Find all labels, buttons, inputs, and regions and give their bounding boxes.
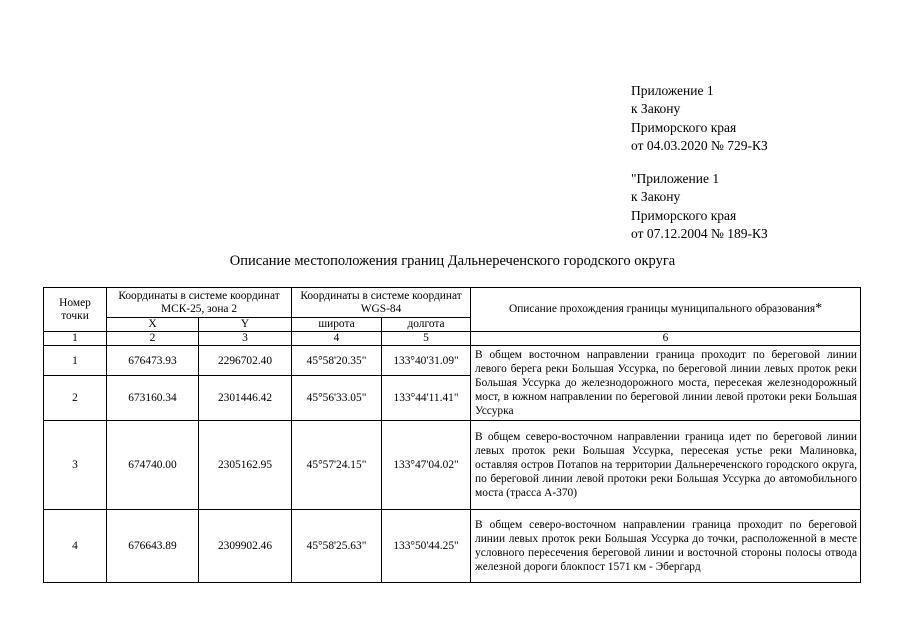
point-number: 2 — [44, 376, 107, 421]
column-number: 5 — [382, 332, 471, 346]
appendix-line: Приморского края — [631, 119, 737, 135]
column-number-row — [44, 332, 861, 346]
appendix-line: Приморского края — [631, 207, 737, 223]
latitude: 45°57'24.15" — [292, 421, 382, 510]
boundary-description: В общем северо-восточном направлении граница идет по береговой линии левых проток реки Большая Уссурка, пересекая устье реки Малиновка, оставляя остров Потапов на территории Дальнереченского городского округа, по береговой линии левой протоки реки Большая Уссурка до автомобильного моста (трасса А-370) — [471, 421, 861, 510]
longitude: 133°40'31.09" — [382, 346, 471, 376]
header-y: Y — [199, 318, 292, 332]
longitude: 133°50'44.25" — [382, 510, 471, 583]
column-number: 3 — [199, 332, 292, 346]
coord-x: 673160.34 — [107, 376, 199, 421]
coord-y: 2301446.42 — [199, 376, 292, 421]
longitude: 133°47'04.02" — [382, 421, 471, 510]
appendix-line: "Приложение 1 — [631, 171, 720, 186]
document-title: Описание местоположения границ Дальнереченского городского округа — [229, 253, 676, 269]
column-number: 1 — [44, 332, 107, 346]
footnote-mark: * — [815, 301, 823, 316]
table-row — [44, 421, 861, 510]
header-x: X — [107, 318, 199, 332]
appendix-line: Приложение 1 — [631, 83, 714, 98]
header-point-number: Номер точки — [44, 288, 107, 332]
latitude: 45°56'33.05" — [292, 376, 382, 421]
appendix-line: к Закону — [631, 101, 681, 117]
point-number: 1 — [44, 346, 107, 376]
appendix-current-block — [631, 82, 768, 156]
header-latitude: широта — [292, 318, 382, 332]
appendix-line: к Закону — [631, 189, 681, 205]
boundary-description: В общем северо-восточном направлении граница проходит по береговой линии левых проток реки Большая Уссурка до точки, расположенной в месте условного пересечения береговой линии и восточной стороны полосы отвода железной дороги блокпост 1571 км - Эбергард — [471, 510, 861, 583]
column-number: 2 — [107, 332, 199, 346]
coord-y: 2296702.40 — [199, 346, 292, 376]
header-description-text: Описание прохождения границы муниципального образования — [508, 303, 816, 315]
latitude: 45°58'25.63" — [292, 510, 382, 583]
coord-x: 676473.93 — [107, 346, 199, 376]
table-row — [44, 510, 861, 583]
point-number: 4 — [44, 510, 107, 583]
coord-x: 674740.00 — [107, 421, 199, 510]
appendix-line: от 07.12.2004 № 189-КЗ — [631, 226, 768, 242]
boundary-description: В общем восточном направлении граница проходит по береговой линии левого берега реки Большая Уссурка, по береговой линии левых проток реки Большая Уссурка до железнодорожного моста, пересекая железнодорожный мост, в южном направлении по береговой линии левой протоки реки Большая Уссурка — [471, 346, 861, 421]
table-row — [44, 346, 861, 376]
appendix-original-block — [631, 170, 768, 244]
coord-y: 2309902.46 — [199, 510, 292, 583]
column-number: 6 — [471, 332, 861, 346]
header-longitude: долгота — [382, 318, 471, 332]
coord-x: 676643.89 — [107, 510, 199, 583]
latitude: 45°58'20.35" — [292, 346, 382, 376]
boundary-coordinates-table — [43, 287, 861, 583]
header-row — [44, 288, 861, 318]
longitude: 133°44'11.41" — [382, 376, 471, 421]
header-msk-coordinates: Координаты в системе координат МСК-25, зона 2 — [107, 288, 292, 318]
column-number: 4 — [292, 332, 382, 346]
point-number: 3 — [44, 421, 107, 510]
header-wgs-coordinates: Координаты в системе координат WGS-84 — [292, 288, 471, 318]
coord-y: 2305162.95 — [199, 421, 292, 510]
header-description — [471, 288, 861, 332]
appendix-line: от 04.03.2020 № 729-КЗ — [631, 138, 768, 154]
